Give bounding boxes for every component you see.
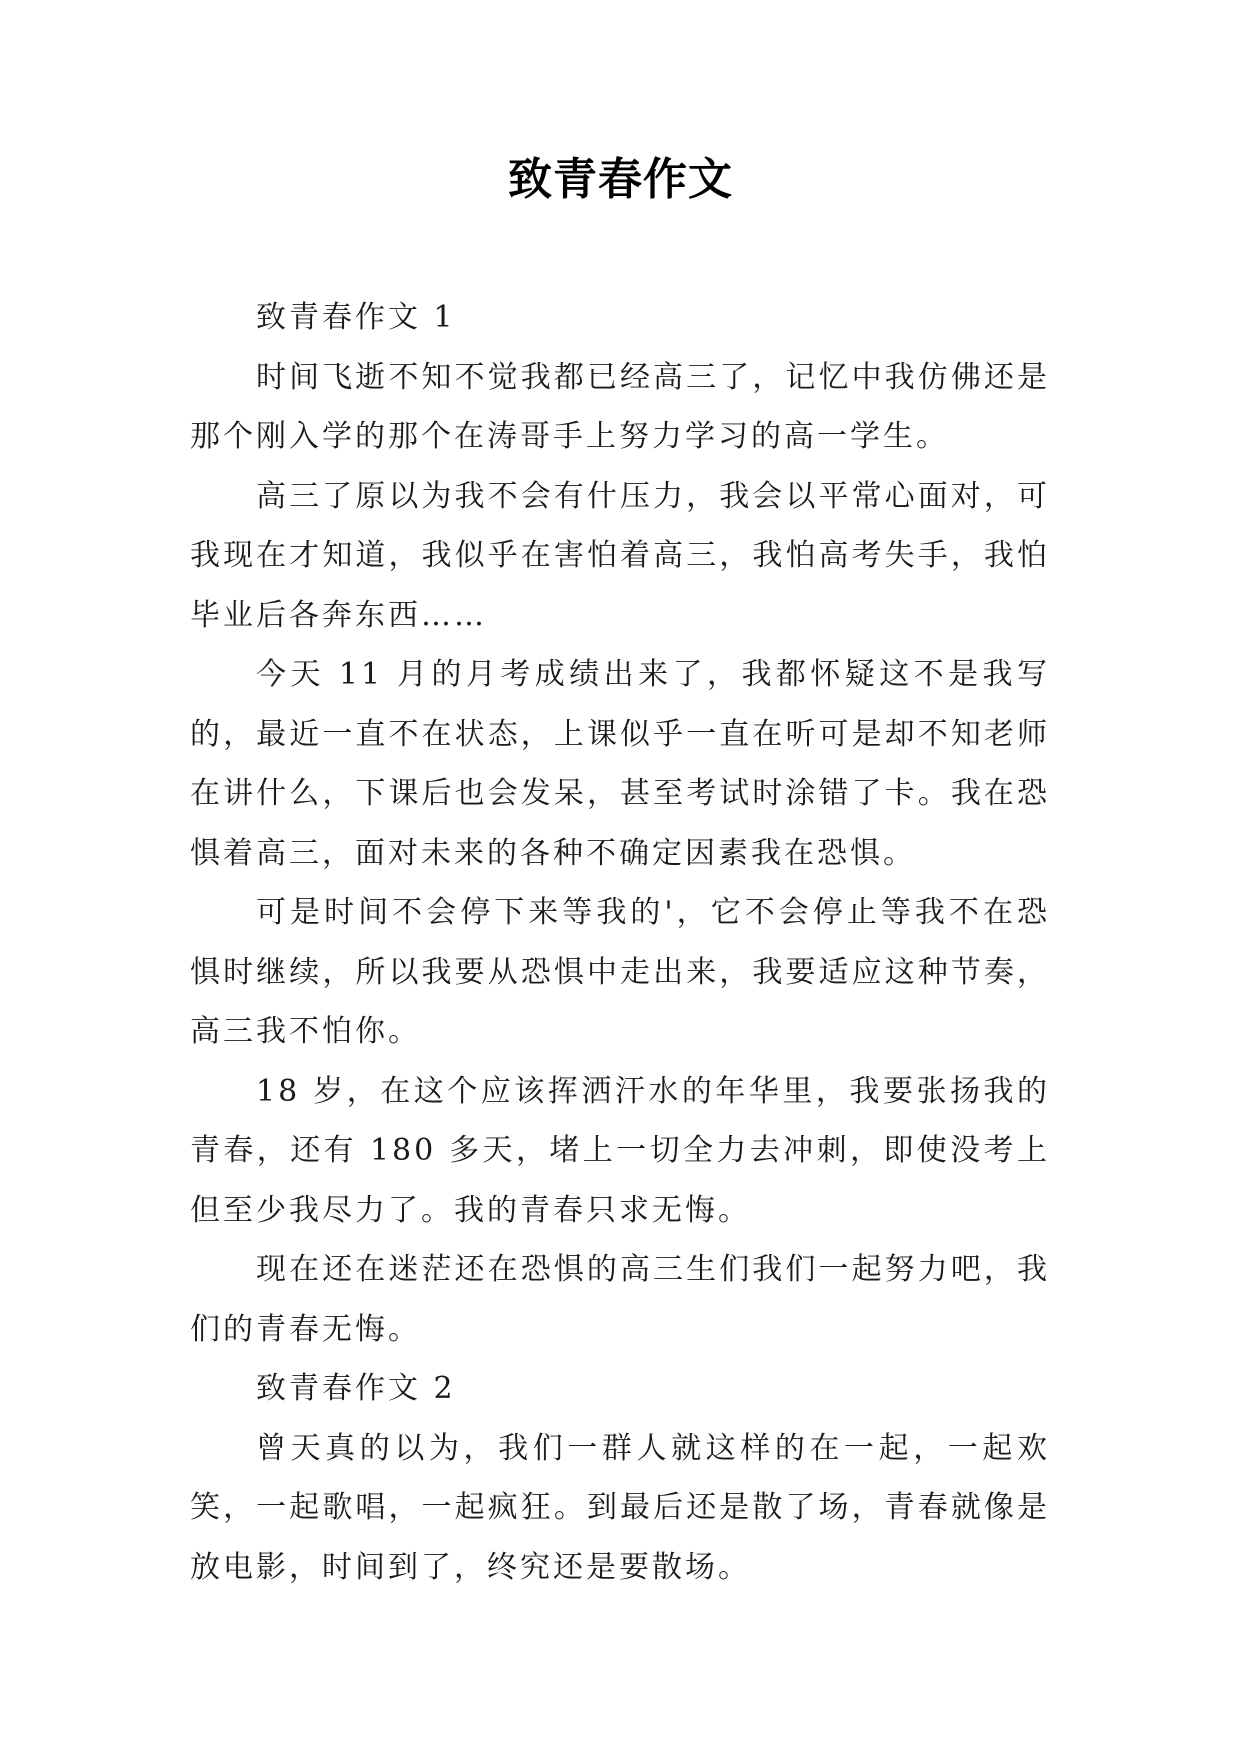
paragraph: 曾天真的以为，我们一群人就这样的在一起，一起欢笑，一起歌唱，一起疯狂。到最后还是散了场，青春就像是放电影，时间到了，终究还是要散场。 [190, 1430, 1050, 1585]
document-body [190, 288, 1050, 1597]
paragraph: 时间飞逝不知不觉我都已经高三了，记忆中我仿佛还是那个刚入学的那个在涛哥手上努力学习的高一学生。 [190, 359, 1050, 454]
section-heading-1: 致青春作文 1 [256, 300, 456, 335]
paragraph: 18 岁，在这个应该挥洒汗水的年华里，我要张扬我的青春，还有 180 多天，堵上一切全力去冲刺，即使没考上但至少我尽力了。我的青春只求无悔。 [190, 1073, 1050, 1228]
paragraph: 高三了原以为我不会有什压力，我会以平常心面对，可我现在才知道，我似乎在害怕着高三，我怕高考失手，我怕毕业后各奔东西…… [190, 478, 1050, 633]
paragraph: 现在还在迷茫还在恐惧的高三生们我们一起努力吧，我们的青春无悔。 [190, 1252, 1050, 1347]
paragraph: 今天 11 月的月考成绩出来了，我都怀疑这不是我写的，最近一直不在状态，上课似乎一直在听可是却不知老师在讲什么，下课后也会发呆，甚至考试时涂错了卡。我在恐惧着高三，面对未来的各种不确定因素我在恐惧。 [190, 657, 1050, 871]
document-title: 致青春作文 [508, 154, 733, 205]
paragraph: 可是时间不会停下来等我的'，它不会停止等我不在恐惧时继续，所以我要从恐惧中走出来，我要适应这种节奏，高三我不怕你。 [190, 895, 1050, 1049]
section-heading-2: 致青春作文 2 [256, 1371, 456, 1406]
